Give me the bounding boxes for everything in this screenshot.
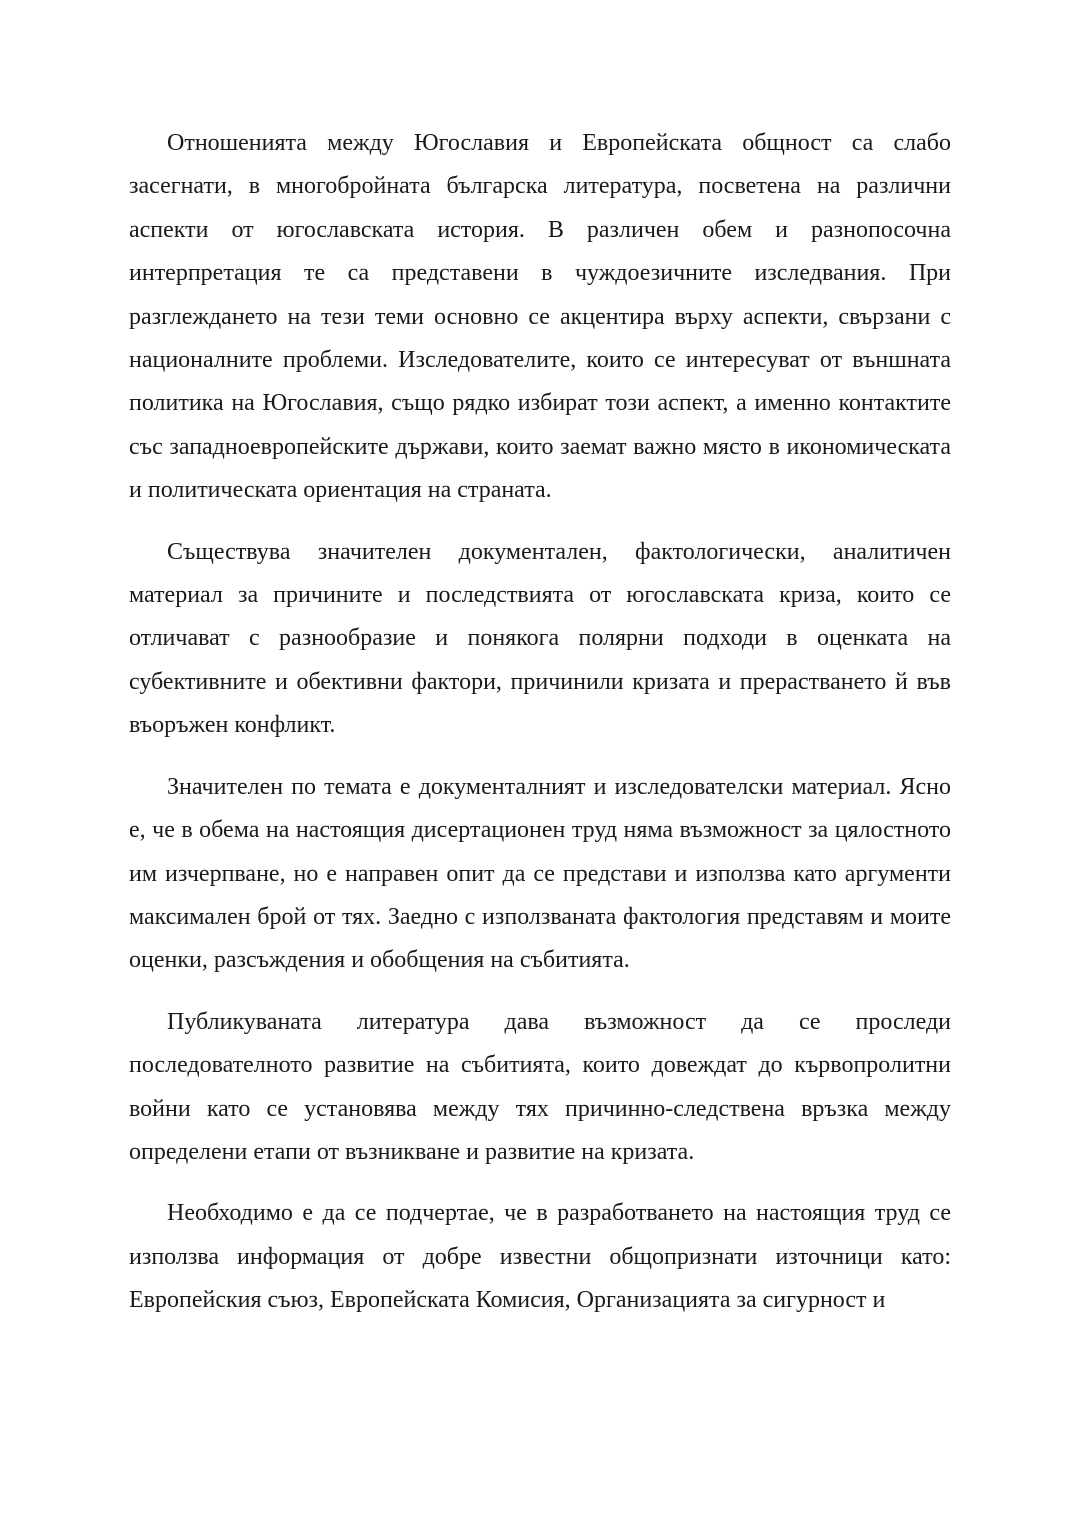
paragraph: Отношенията между Югославия и Европейската общност са слабо засегнати, в многобройната българска литература, посветена на различни аспекти от югославската история. В различен обем и разнопосочна интерпретация те са представени в чуждоезичните изследвания. При разглеждането на тези теми основно се акцентира върху аспекти, свързани с националните проблеми. Изследователите, които се интересуват от външната политика на Югославия, също рядко избират този аспект, а именно контактите със западноевропейските държави, които заемат важно място в икономическата и политическата ориентация на страната. [129,130,951,504]
paragraph: Необходимо е да се подчертае, че в разработването на настоящия труд се използва информация от добре известни общопризнати източници като: Европейския съюз, Европейската Комисия, Организацията за сигурност и [129,1200,951,1314]
paragraph: Публикуваната литература дава възможност да се проследи последователното развитие на събитията, които довеждат до кървопролитни войни като се установява между тях причинно-следствена връзка между определени етапи от възникване и развитие на кризата. [129,1008,951,1165]
paragraph: Значителен по темата е документалният и изследователски материал. Ясно е, че в обема на настоящия дисертационен труд няма възможност за цялостното им изчерпване, но е направен опит да се представи и използва като аргументи максимален брой от тях. Заедно с използваната фактология представям и моите оценки, разсъждения и обобщения на събитията. [129,773,951,974]
paragraph: Съществува значителен документален, фактологически, аналитичен материал за причините и последствията от югославската криза, които се отличават с разнообразие и понякога полярни подходи в оценката на субективните и обективни фактори, причинили кризата и прерастването й във въоръжен конфликт. [129,538,951,739]
document-body [129,122,951,1323]
